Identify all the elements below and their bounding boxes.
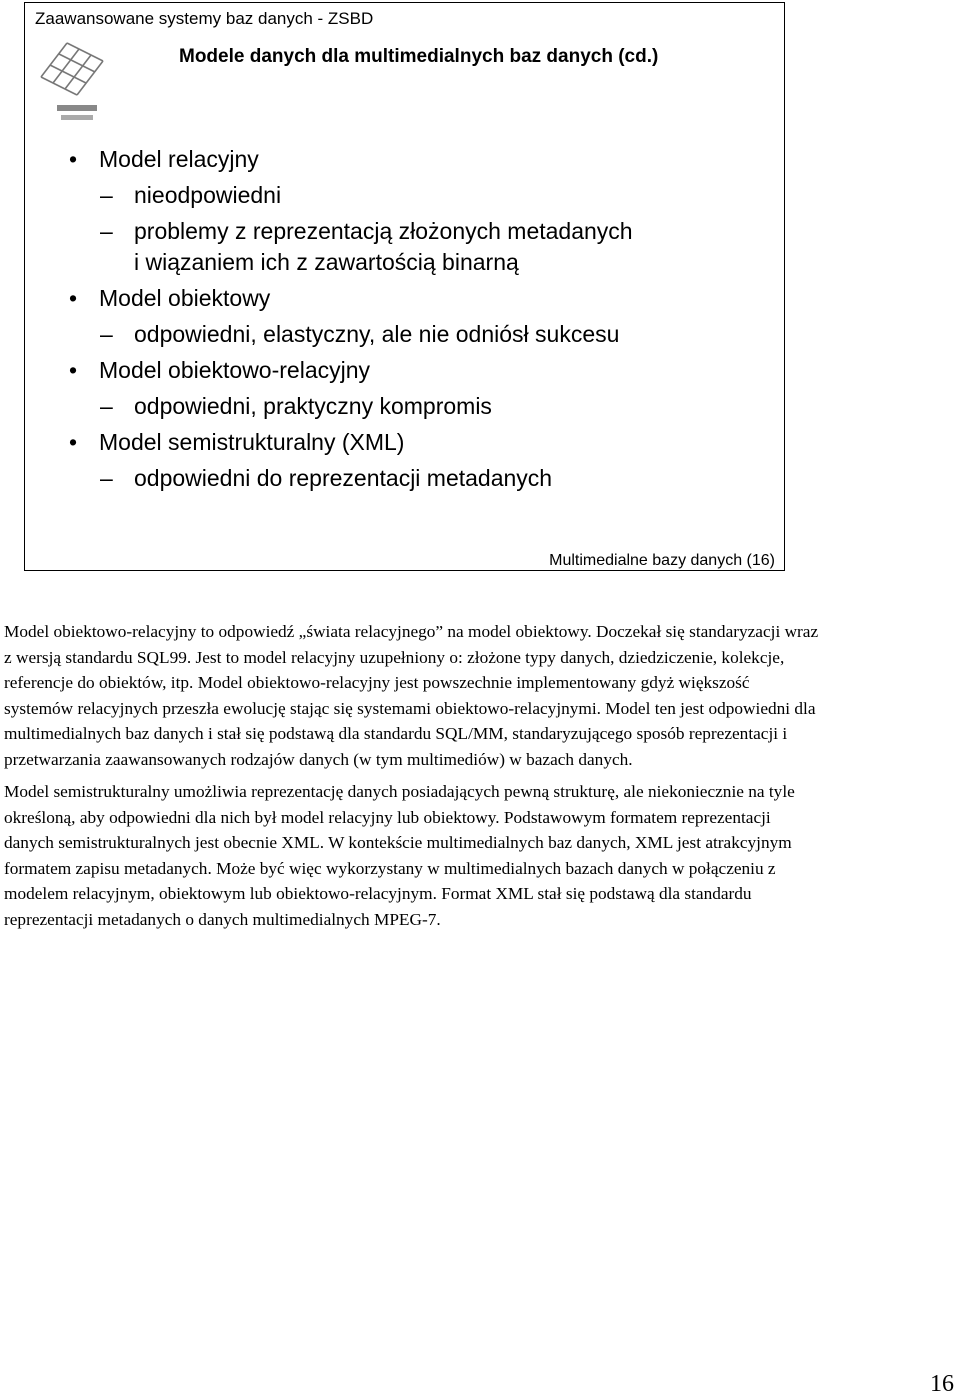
sub-item: – problemy z reprezentacją złożonych metadanych xyxy=(65,213,774,249)
sub-item: – odpowiedni, elastyczny, ale nie odniósł sukcesu xyxy=(65,316,774,352)
notes-paragraph: Model semistrukturalny umożliwia reprezentację danych posiadających pewną strukturę, ale niekoniecznie na tyle określoną, aby odpowiedni dla nich był model relacyjny lub obiektowy. Podstawowym formatem reprezentacji danych semistrukturalnych jest obecnie XML. W kontekście multimedialnych baz danych, XML jest atrakcyjnym formatem zapisu metadanych. Może być więc wykorzystany w multimedialnych bazach danych w połączeniu z modelem relacyjnym, obiektowym lub obiektowo-relacyjnym. Format XML stał się podstawą dla standardu reprezentacji metadanych o danych multimedialnych MPEG-7. xyxy=(4,782,795,929)
course-title: Zaawansowane systemy baz danych - ZSBD xyxy=(35,9,374,28)
notes-paragraph: Model obiektowo-relacyjny to odpowiedź „świata relacyjnego” na model obiektowy. Doczekał się standaryzacji wraz z wersją standardu SQL99. Jest to model relacyjny uzupełniony o: złożone typy danych, dziedziczenie, kolekcje, referencje do obiektów, itp. Model obiektowo-relacyjny jest powszechnie implementowany gdyż większość systemów relacyjnych przeszła ewolucję stając się systemami obiektowo-relacyjnymi. Model ten jest odpowiedni dla multimedialnych baz danych i stał się podstawą dla standardu SQL/MM, standaryzującego sposób reprezentacji i przetwarzania zaawansowanych rodzajów danych (w tym multimediów) w bazach danych. xyxy=(4,622,819,769)
slide-frame xyxy=(24,2,785,571)
bullet-item: • Model obiektowy xyxy=(65,280,774,316)
bullet-list xyxy=(65,141,774,496)
sub-item-continuation: i wiązaniem ich z zawartością binarną xyxy=(134,249,519,275)
sub-item: – odpowiedni do reprezentacji metadanych xyxy=(65,460,774,496)
university-logo-icon xyxy=(37,37,109,127)
notes-text xyxy=(4,619,819,939)
sub-item: – odpowiedni, praktyczny kompromis xyxy=(65,388,774,424)
bullet-item: • Model semistrukturalny (XML) xyxy=(65,424,774,460)
bullet-item: • Model relacyjny xyxy=(65,141,774,177)
sub-item: – nieodpowiedni xyxy=(65,177,774,213)
slide-footer: Multimedialne bazy danych (16) xyxy=(549,552,775,569)
slide-title: Modele danych dla multimedialnych baz danych (cd.) xyxy=(179,46,659,67)
page-number: 16 xyxy=(930,1371,954,1397)
bullet-item: • Model obiektowo-relacyjny xyxy=(65,352,774,388)
